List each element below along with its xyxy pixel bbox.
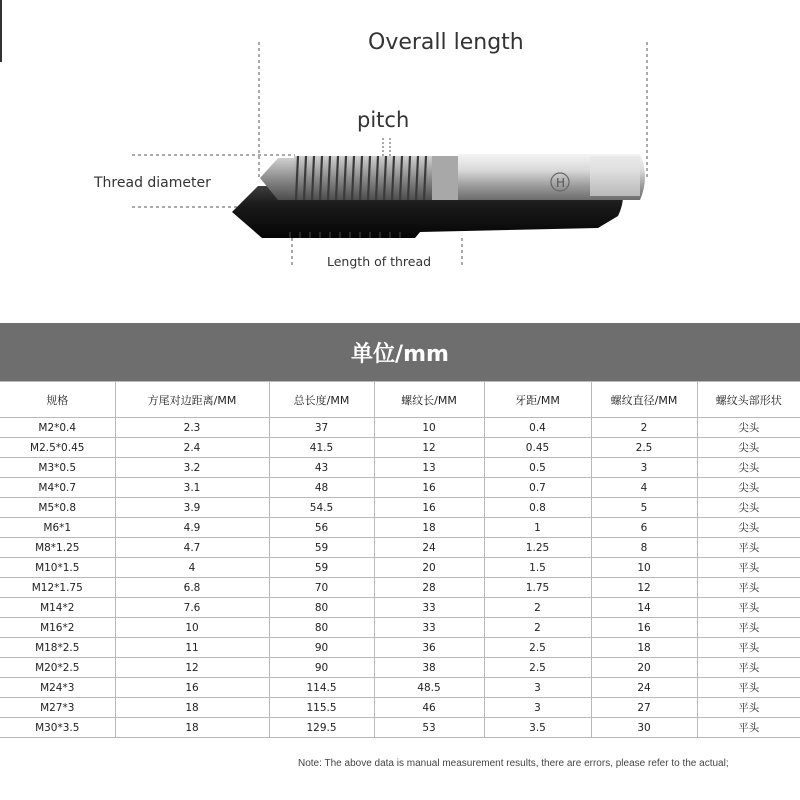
cell-square-width: 4.9 <box>115 518 269 538</box>
cell-thread-diameter: 6 <box>591 518 697 538</box>
cell-thread-diameter: 4 <box>591 478 697 498</box>
cell-thread-diameter: 12 <box>591 578 697 598</box>
table-row <box>0 438 800 458</box>
cell-square-width: 18 <box>115 718 269 738</box>
header-pitch: 牙距/MM <box>484 382 591 418</box>
cell-head-shape: 尖头 <box>697 498 800 518</box>
cell-thread-diameter: 18 <box>591 638 697 658</box>
cell-pitch: 1.25 <box>484 538 591 558</box>
table-row <box>0 638 800 658</box>
cell-overall-length: 48 <box>269 478 374 498</box>
cell-overall-length: 115.5 <box>269 698 374 718</box>
header-head-shape: 螺纹头部形状 <box>697 382 800 418</box>
cell-thread-length: 16 <box>374 478 484 498</box>
cell-spec: M10*1.5 <box>0 558 115 578</box>
cell-thread-length: 18 <box>374 518 484 538</box>
cell-spec: M4*0.7 <box>0 478 115 498</box>
thread-diameter-label: Thread diameter <box>94 175 211 191</box>
shank-marking: H <box>556 176 566 190</box>
cell-pitch: 2.5 <box>484 658 591 678</box>
measurement-note: Note: The above data is manual measurement results, there are errors, please refer to the actual; <box>298 758 729 769</box>
cell-spec: M30*3.5 <box>0 718 115 738</box>
cell-head-shape: 平头 <box>697 678 800 698</box>
cell-overall-length: 129.5 <box>269 718 374 738</box>
cell-head-shape: 平头 <box>697 638 800 658</box>
table-row <box>0 458 800 478</box>
cell-thread-diameter: 2 <box>591 418 697 438</box>
cell-square-width: 6.8 <box>115 578 269 598</box>
spec-table-body <box>0 418 800 738</box>
table-row <box>0 558 800 578</box>
cell-head-shape: 平头 <box>697 618 800 638</box>
table-row <box>0 618 800 638</box>
cell-spec: M2.5*0.45 <box>0 438 115 458</box>
cell-thread-length: 20 <box>374 558 484 578</box>
table-row <box>0 418 800 438</box>
cell-pitch: 0.4 <box>484 418 591 438</box>
cell-head-shape: 平头 <box>697 558 800 578</box>
cell-head-shape: 平头 <box>697 578 800 598</box>
cell-thread-diameter: 24 <box>591 678 697 698</box>
spec-table <box>0 381 800 738</box>
unit-title: 单位/mm <box>351 341 449 367</box>
cell-spec: M14*2 <box>0 598 115 618</box>
cell-thread-length: 13 <box>374 458 484 478</box>
table-row <box>0 578 800 598</box>
cell-overall-length: 114.5 <box>269 678 374 698</box>
cell-thread-length: 16 <box>374 498 484 518</box>
cell-spec: M2*0.4 <box>0 418 115 438</box>
cell-square-width: 2.4 <box>115 438 269 458</box>
cell-overall-length: 90 <box>269 658 374 678</box>
cell-square-width: 3.2 <box>115 458 269 478</box>
cell-overall-length: 43 <box>269 458 374 478</box>
cell-pitch: 2 <box>484 598 591 618</box>
tap-dimension-diagram <box>0 0 800 320</box>
cell-thread-diameter: 16 <box>591 618 697 638</box>
table-row <box>0 518 800 538</box>
cell-thread-diameter: 14 <box>591 598 697 618</box>
cell-overall-length: 37 <box>269 418 374 438</box>
cell-head-shape: 平头 <box>697 718 800 738</box>
length-of-thread-label: Length of thread <box>327 254 432 269</box>
cell-overall-length: 59 <box>269 538 374 558</box>
header-thread-length: 螺纹长/MM <box>374 382 484 418</box>
cell-pitch: 1.75 <box>484 578 591 598</box>
cell-pitch: 2 <box>484 618 591 638</box>
cell-thread-diameter: 10 <box>591 558 697 578</box>
cell-pitch: 0.8 <box>484 498 591 518</box>
silver-tap <box>260 154 645 200</box>
cell-thread-length: 33 <box>374 618 484 638</box>
cell-pitch: 0.45 <box>484 438 591 458</box>
cell-square-width: 3.1 <box>115 478 269 498</box>
cell-pitch: 3 <box>484 678 591 698</box>
unit-banner <box>0 323 800 381</box>
cell-head-shape: 尖头 <box>697 418 800 438</box>
cell-pitch: 0.7 <box>484 478 591 498</box>
cell-overall-length: 54.5 <box>269 498 374 518</box>
cell-overall-length: 80 <box>269 618 374 638</box>
cell-thread-diameter: 2.5 <box>591 438 697 458</box>
cell-spec: M20*2.5 <box>0 658 115 678</box>
cell-spec: M27*3 <box>0 698 115 718</box>
cell-thread-length: 36 <box>374 638 484 658</box>
cell-head-shape: 平头 <box>697 598 800 618</box>
cell-thread-length: 53 <box>374 718 484 738</box>
table-header-row <box>0 382 800 418</box>
cell-spec: M3*0.5 <box>0 458 115 478</box>
cell-pitch: 3 <box>484 698 591 718</box>
cell-head-shape: 尖头 <box>697 478 800 498</box>
cell-head-shape: 尖头 <box>697 518 800 538</box>
cell-head-shape: 尖头 <box>697 438 800 458</box>
cell-thread-diameter: 30 <box>591 718 697 738</box>
header-thread-diameter: 螺纹直径/MM <box>591 382 697 418</box>
cell-spec: M16*2 <box>0 618 115 638</box>
table-row <box>0 658 800 678</box>
cell-overall-length: 41.5 <box>269 438 374 458</box>
cell-pitch: 1.5 <box>484 558 591 578</box>
cell-square-width: 18 <box>115 698 269 718</box>
cell-overall-length: 70 <box>269 578 374 598</box>
header-overall-length: 总长度/MM <box>269 382 374 418</box>
cell-square-width: 10 <box>115 618 269 638</box>
cell-spec: M24*3 <box>0 678 115 698</box>
table-row <box>0 718 800 738</box>
cell-thread-length: 10 <box>374 418 484 438</box>
cell-thread-diameter: 3 <box>591 458 697 478</box>
cell-square-width: 3.9 <box>115 498 269 518</box>
header-square-width: 方尾对边距离/MM <box>115 382 269 418</box>
cell-square-width: 4 <box>115 558 269 578</box>
cell-spec: M8*1.25 <box>0 538 115 558</box>
cell-thread-length: 48.5 <box>374 678 484 698</box>
cell-spec: M6*1 <box>0 518 115 538</box>
cell-pitch: 3.5 <box>484 718 591 738</box>
cell-head-shape: 平头 <box>697 538 800 558</box>
table-row <box>0 698 800 718</box>
cell-spec: M18*2.5 <box>0 638 115 658</box>
cell-thread-length: 46 <box>374 698 484 718</box>
pitch-label: pitch <box>357 108 410 132</box>
cell-overall-length: 56 <box>269 518 374 538</box>
cell-overall-length: 80 <box>269 598 374 618</box>
cell-thread-diameter: 27 <box>591 698 697 718</box>
overall-length-label: Overall length <box>368 30 524 55</box>
cell-thread-length: 33 <box>374 598 484 618</box>
cell-thread-diameter: 8 <box>591 538 697 558</box>
cell-square-width: 16 <box>115 678 269 698</box>
cell-thread-length: 38 <box>374 658 484 678</box>
cell-thread-diameter: 20 <box>591 658 697 678</box>
table-row <box>0 498 800 518</box>
cell-thread-diameter: 5 <box>591 498 697 518</box>
cell-square-width: 7.6 <box>115 598 269 618</box>
cell-square-width: 2.3 <box>115 418 269 438</box>
cell-square-width: 4.7 <box>115 538 269 558</box>
cell-square-width: 12 <box>115 658 269 678</box>
cell-head-shape: 平头 <box>697 658 800 678</box>
cell-pitch: 0.5 <box>484 458 591 478</box>
table-row <box>0 478 800 498</box>
cell-head-shape: 尖头 <box>697 458 800 478</box>
cell-thread-length: 12 <box>374 438 484 458</box>
cell-square-width: 11 <box>115 638 269 658</box>
table-row <box>0 538 800 558</box>
cell-overall-length: 59 <box>269 558 374 578</box>
cell-overall-length: 90 <box>269 638 374 658</box>
table-row <box>0 598 800 618</box>
table-row <box>0 678 800 698</box>
cell-spec: M5*0.8 <box>0 498 115 518</box>
cell-pitch: 1 <box>484 518 591 538</box>
cell-head-shape: 平头 <box>697 698 800 718</box>
cell-pitch: 2.5 <box>484 638 591 658</box>
cell-thread-length: 28 <box>374 578 484 598</box>
cell-spec: M12*1.75 <box>0 578 115 598</box>
cell-thread-length: 24 <box>374 538 484 558</box>
header-spec: 规格 <box>0 382 115 418</box>
